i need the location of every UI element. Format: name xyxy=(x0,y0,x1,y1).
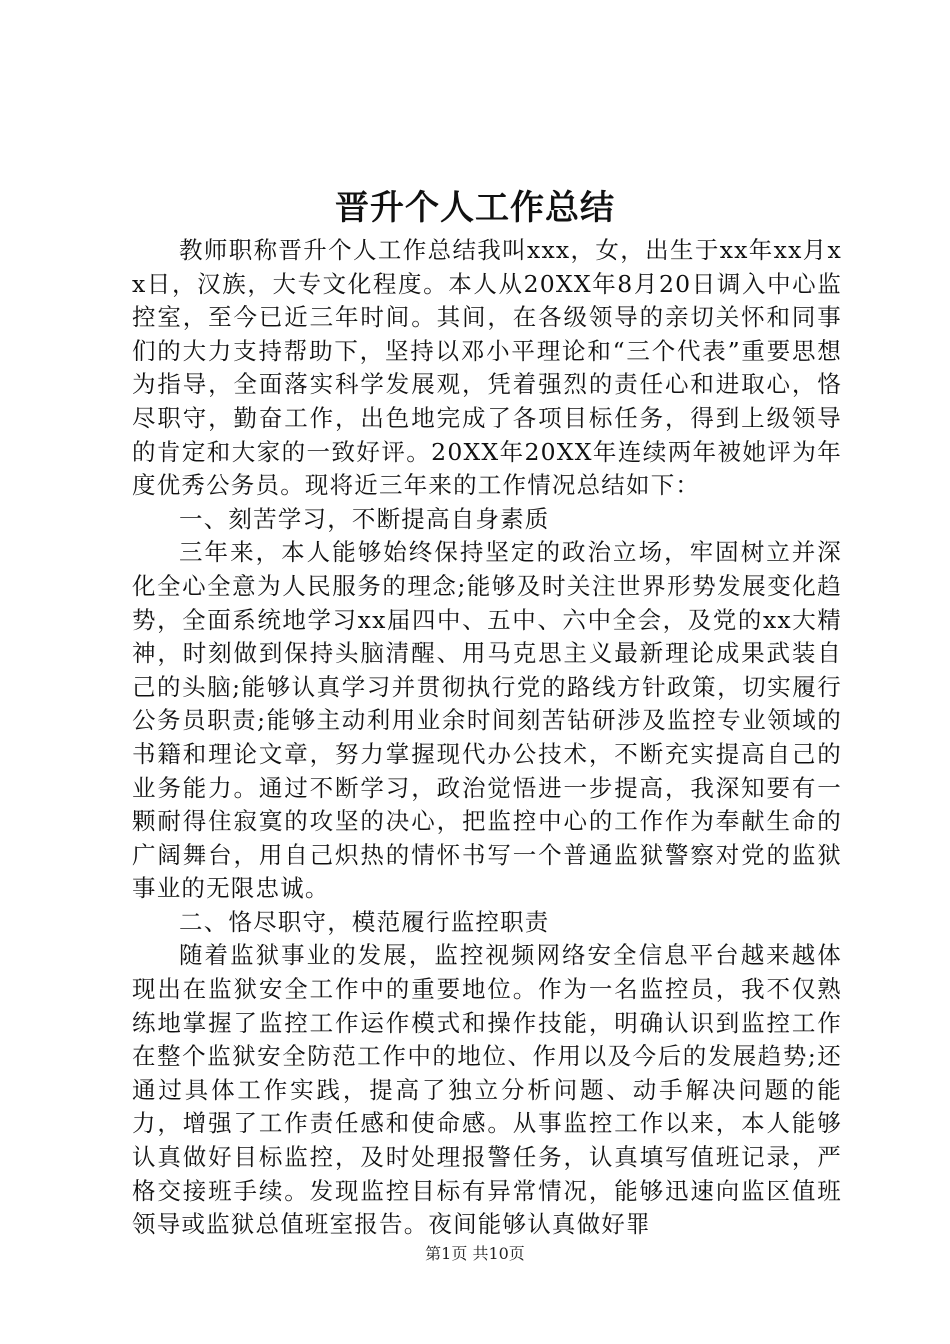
paragraph-intro: 教师职称晋升个人工作总结我叫xxx，女，出生于xx年xx月xx日，汉族，大专文化程度。本人从20XX年8月20日调入中心监控室，至今已近三年时间。其间，在各级领导的亲切关怀和同事们的大力支持帮助下，坚持以邓小平理论和“三个代表”重要思想为指导，全面落实科学发展观，凭着强烈的责任心和进取心，恪尽职守，勤奋工作，出色地完成了各项目标任务，得到上级领导的肯定和大家的一致好评。20XX年20XX年连续两年被她评为年度优秀公务员。现将近三年来的工作情况总结如下： xyxy=(132,236,842,500)
section-heading-1: 一、刻苦学习，不断提高自身素质 xyxy=(179,504,550,533)
paragraph-duty: 随着监狱事业的发展，监控视频网络安全信息平台越来越体现出在监狱安全工作中的重要地位。作为一名监控员，我不仅熟练地掌握了监控工作运作模式和操作技能，明确认识到监控工作在整个监狱安全防范工作中的地位、作用以及今后的发展趋势;还通过具体工作实践，提高了独立分析问题、动手解决问题的能力，增强了工作责任感和使命感。从事监控工作以来，本人能够认真做好目标监控，及时处理报警任务，认真填写值班记录，严格交接班手续。发现监控目标有异常情况，能够迅速向监区值班领导或监狱总值班室报告。夜间能够认真做好罪 xyxy=(132,941,842,1239)
page-number-footer: 第1页 共10页 xyxy=(425,1244,525,1263)
document-title: 晋升个人工作总结 xyxy=(335,188,615,228)
paragraph-study: 三年来，本人能够始终保持坚定的政治立场，牢固树立并深化全心全意为人民服务的理念;能够及时关注世界形势发展变化趋势，全面系统地学习xx届四中、五中、六中全会，及党的xx大精神，时刻做到保持头脑清醒、用马克思主义最新理论成果武装自己的头脑;能够认真学习并贯彻执行党的路线方针政策，切实履行公务员职责;能够主动利用业余时间刻苦钻研涉及监控专业领域的书籍和理论文章，努力掌握现代办公技术，不断充实提高自己的业务能力。通过不断学习，政治觉悟进一步提高，我深知要有一颗耐得住寂寞的攻坚的决心，把监控中心的工作作为奉献生命的广阔舞台，用自己炽热的情怀书写一个普通监狱警察对党的监狱事业的无限忠诚。 xyxy=(132,538,842,903)
document-body xyxy=(132,234,842,1242)
section-heading-2: 二、恪尽职守，模范履行监控职责 xyxy=(179,907,550,936)
